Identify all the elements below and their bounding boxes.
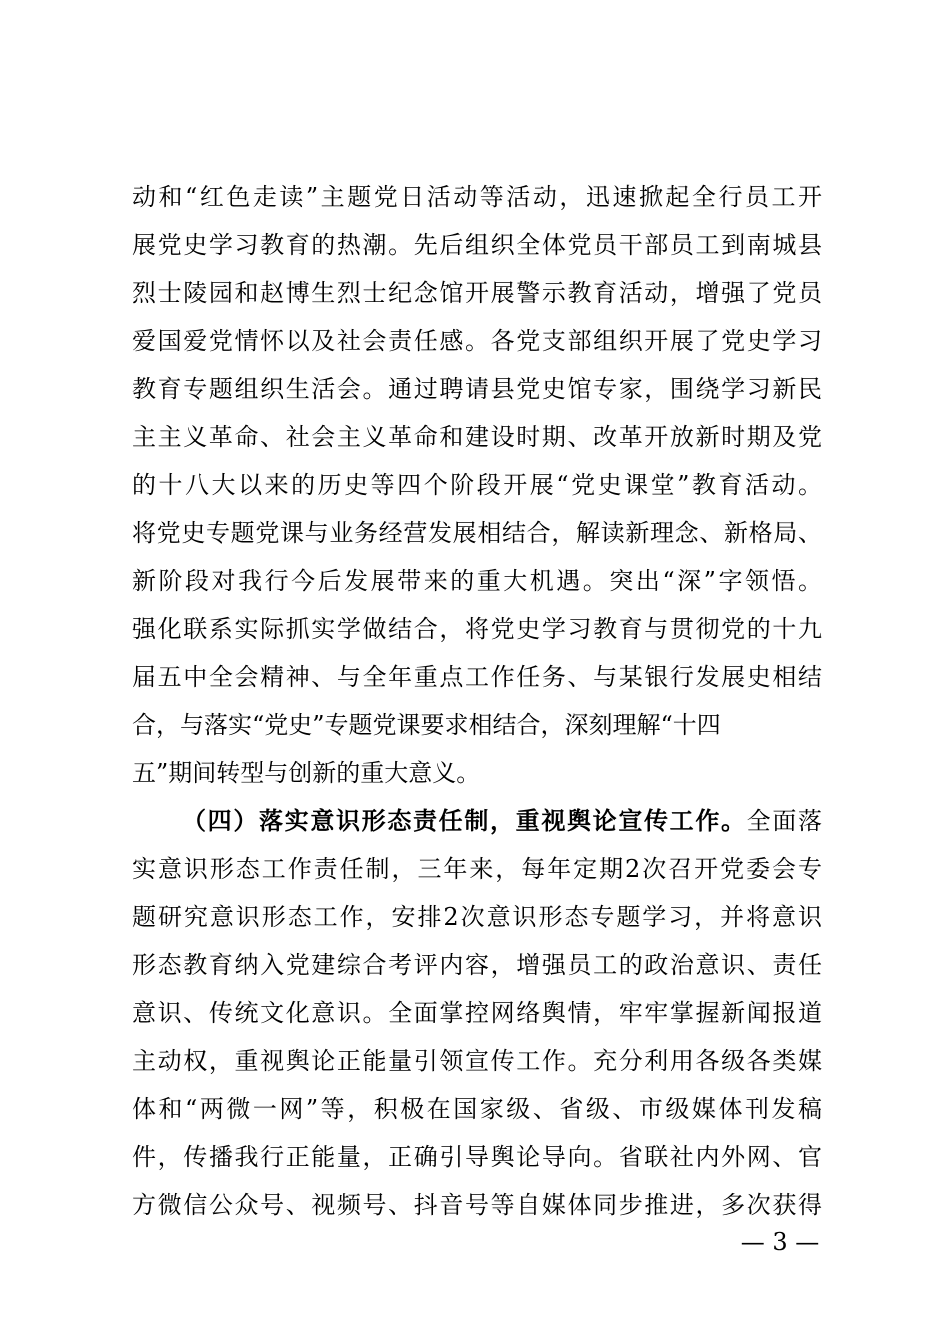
paragraph-line: 题研究意识形态工作，安排2次意识形态专题学习，并将意识 — [132, 903, 822, 931]
paragraph-line: 形态教育纳入党建综合考评内容，增强员工的政治意识、责任 — [132, 951, 822, 979]
paragraph-line: 爱国爱党情怀以及社会责任感。各党支部组织开展了党史学习 — [132, 327, 822, 355]
paragraph-line: 烈士陵园和赵博生烈士纪念馆开展警示教育活动，增强了党员 — [132, 279, 822, 307]
paragraph-line: 方微信公众号、视频号、抖音号等自媒体同步推进，多次获得 — [132, 1191, 822, 1219]
paragraph-line: 体和“两微一网”等，积极在国家级、省级、市级媒体刊发稿 — [132, 1095, 822, 1123]
paragraph-line: 教育专题组织生活会。通过聘请县党史馆专家，围绕学习新民 — [132, 375, 822, 403]
section-heading: （四）落实意识形态责任制，重视舆论宣传工作。 — [182, 806, 747, 835]
paragraph-line: 动和“红色走读”主题党日活动等活动，迅速掀起全行员工开 — [132, 183, 822, 211]
paragraph-line: 件，传播我行正能量，正确引导舆论导向。省联社内外网、官 — [132, 1143, 822, 1171]
page-number: — 3 — — [740, 1228, 820, 1256]
paragraph-line: 五”期间转型与创新的重大意义。 — [132, 759, 481, 787]
paragraph-line: 将党史专题党课与业务经营发展相结合，解读新理念、新格局、 — [132, 519, 822, 547]
paragraph-line: 合，与落实“党史”专题党课要求相结合，深刻理解“十四 — [132, 711, 721, 739]
paragraph-line: 的十八大以来的历史等四个阶段开展“党史课堂”教育活动。 — [132, 471, 822, 499]
paragraph-line: 主主义革命、社会主义革命和建设时期、改革开放新时期及党 — [132, 423, 822, 451]
paragraph-line: 展党史学习教育的热潮。先后组织全体党员干部员工到南城县 — [132, 231, 822, 259]
paragraph-line: 届五中全会精神、与全年重点工作任务、与某银行发展史相结 — [132, 663, 822, 691]
paragraph-line: 主动权，重视舆论正能量引领宣传工作。充分利用各级各类媒 — [132, 1047, 822, 1075]
paragraph-line: 强化联系实际抓实学做结合，将党史学习教育与贯彻党的十九 — [132, 615, 822, 643]
paragraph-line: 实意识形态工作责任制，三年来，每年定期2次召开党委会专 — [132, 855, 822, 883]
paragraph-line: 新阶段对我行今后发展带来的重大机遇。突出“深”字领悟。 — [132, 567, 822, 595]
paragraph-line: 意识、传统文化意识。全面掌控网络舆情，牢牢掌握新闻报道 — [132, 999, 822, 1027]
section-heading-continuation: 全面落 — [746, 807, 823, 835]
section-heading-line — [182, 798, 822, 844]
